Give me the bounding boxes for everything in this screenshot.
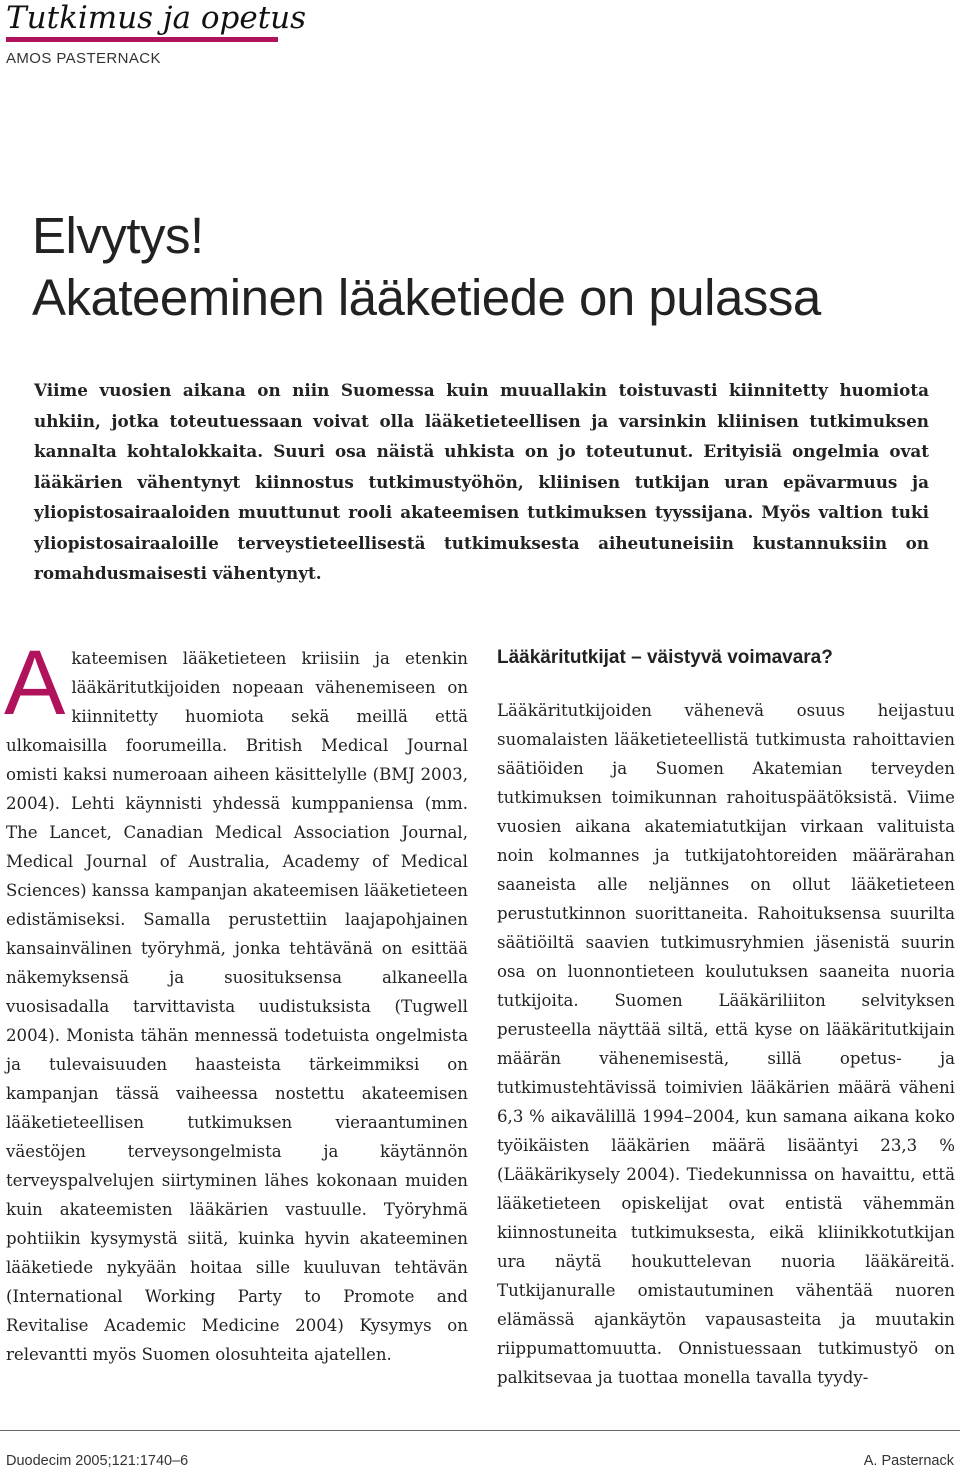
article-title [32, 205, 821, 329]
lead-paragraph: Viime vuosien aikana on niin Suomessa kuin muuallakin toistuvasti kiinnitetty huomiota uhkiin, jotka toteutuessaan voivat olla lääketieteellisen ja varsinkin kliinisen tutkimuksen kannalta kohtalokkaita. Suuri osa näistä uhkista on jo toteutunut. Erityisiä ongelmia ovat lääkärien vähentynyt kiinnostus tutkimustyöhön, kliinisen tutkijan uran epävarmuus ja yliopistosairaaloiden muuttunut rooli akateemisen tutkimuksen tyyssijana. Myös valtion tuki yliopistosairaaloille terveystieteellisestä tutkimuksesta aiheutuneisiin kustannuksiin on romahdusmaisesti vähentynyt. [34, 380, 929, 583]
drop-cap: A [4, 632, 66, 734]
footer-citation: Duodecim 2005;121:1740–6 [6, 1453, 189, 1469]
body-column-left [4, 632, 468, 1369]
body-paragraph-left [4, 632, 468, 1369]
body-text-left: kateemisen lääketieteen kriisiin ja etenkin lääkäritutkijoiden nopeaan vähenemiseen on kiinnitetty huomiota sekä meillä että ulkomaisilla foorumeilla. British Medical Journal omisti kaksi numeroaan aiheen käsittelylle (BMJ 2003, 2004). Lehti käynnisti yhdessä kumppaniensa (mm. The Lancet, Canadian Medical Association Journal, Medical Journal of Australia, Academy of Medical Sciences) kanssa kampanjan akateemisen lääketieteen edistämiseksi. Samalla perustettiin laajapohjainen kansainvälinen työryhmä, jonka tehtävänä on esittää näkemyksensä ja suosituksensa alkaneella vuosisadalla tarvittavista uudistuksista (Tugwell 2004). Monista tähän mennessä todetuista ongelmista ja tulevaisuuden haasteista tärkeimmiksi on kampanjan tässä vaiheessa nostettu akateemisen lääketieteellisen tutkimuksen vieraantuminen väestöjen terveysongelmista ja käytännön terveyspalvelujen siirtyminen lähes kokonaan muiden kuin akateemisten lääkärien vastuulle. Työryhmä pohtiikin kysymystä siitä, kuinka hyvin akateeminen lääketiede nykyään hoitaa sille kuuluvan tehtävän (International Working Party to Promote and Revitalise Academic Medicine 2004) Kysymys on relevantti myös Suomen olosuhteita ajatellen. [6, 649, 468, 1364]
body-text-right: Lääkäritutkijoiden vähenevä osuus heijastuu suomalaisten lääketieteellistä tutkimusta rahoittavien säätiöiden ja Suomen Akatemian terveyden tutkimuksen toimikunnan rahoituspäätöksistä. Viime vuosien aikana akatemiatutkijan virkaan valituista noin kolmannes ja tutkijatohtoreiden määrärahan saaneista alle neljännes on ollut lääketieteen perustutkinnon suorittaneita. Rahoituksensa suurilta säätiöiltä saavien tutkimusryhmien jäsenistä suurin osa on luonnontieteen koulutuksen saaneita nuoria tutkijoita. Suomen Lääkäriliiton selvityksen perusteella näyttää siltä, että kyse on lääkäritutkijain määrän vähenemisestä, sillä opetus- ja tutkimustehtävissä toimivien lääkärien määrä väheni 6,3 % aikavälillä 1994–2004, kun samana aikana koko työikäisten lääkärien määrä lisääntyi 23,3 % (Lääkärikysely 2004). Tiedekunnissa on havaittu, että lääketieteen opiskelijat ovat entistä vähemmän kiinnostuneita tutkimuksesta, eikä kliinikkotutkijan ura näytä houkuttelevan nuoria lääkäreitä. Tutkijanuralle omistautuminen vähentää nuoren elämässä ajankäytön vapausasteita ja muutakin riippumattomuutta. Onnistuessaan tutkimustyö on palkitsevaa ja tuottaa monella tavalla tyydy- [497, 701, 955, 1387]
section-title: Tutkimus ja opetus [6, 0, 307, 36]
subheading: Lääkäritutkijat – väistyvä voimavara? [497, 647, 833, 668]
footer-rule [0, 1430, 960, 1431]
author-name: AMOS PASTERNACK [6, 50, 161, 67]
section-rule [6, 37, 278, 42]
footer-author: A. Pasternack [863, 1453, 954, 1469]
article-title-line-1: Elvytys! [32, 207, 204, 264]
article-title-line-2: Akateeminen lääketiede on pulassa [32, 269, 821, 326]
body-column-right [497, 644, 955, 1392]
